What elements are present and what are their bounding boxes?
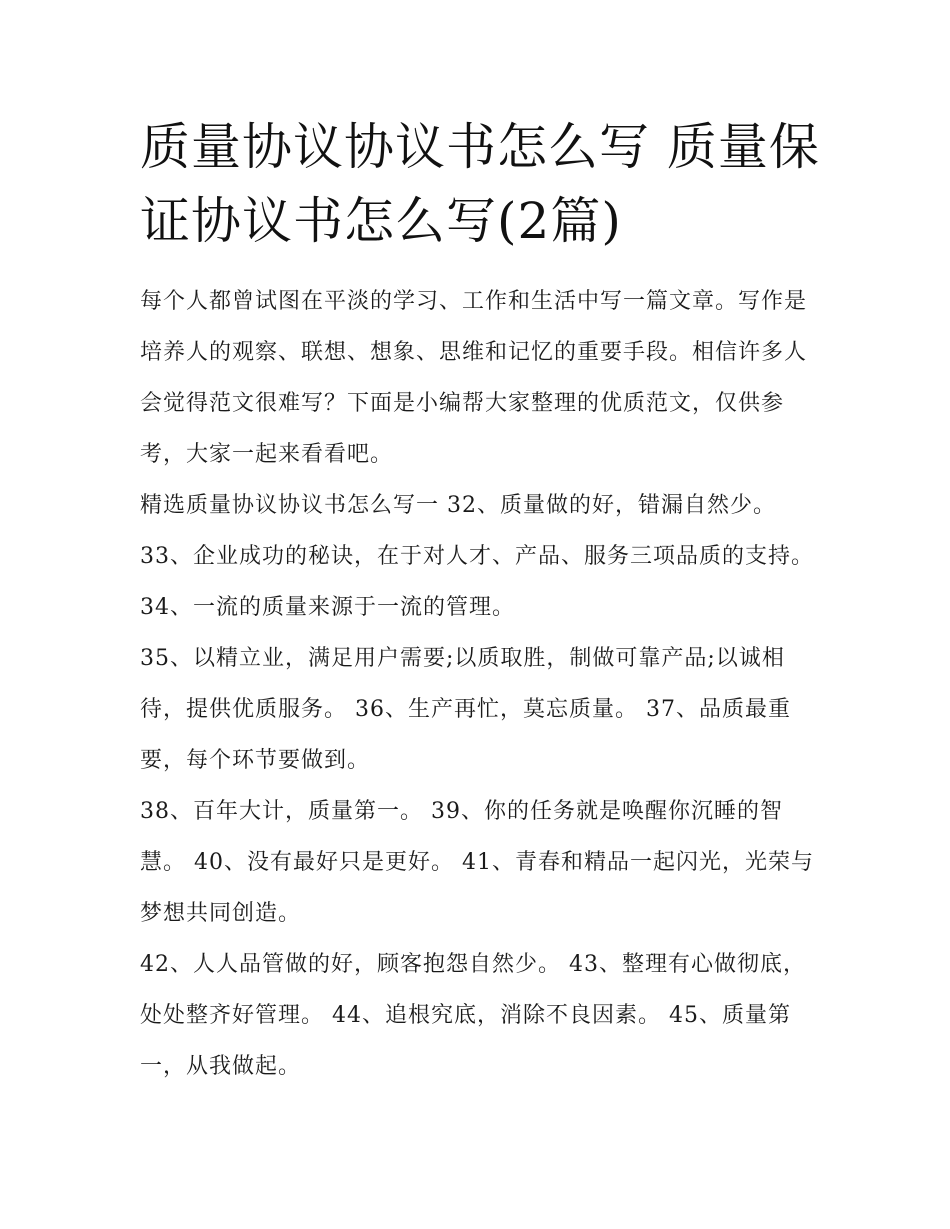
- intro-paragraph: 每个人都曾试图在平淡的学习、工作和生活中写一篇文章。写作是培养人的观察、联想、想象、思维和记忆的重要手段。相信许多人会觉得范文很难写？下面是小编帮大家整理的优质范文，仅供参考，大家一起来看看吧。: [140, 289, 808, 467]
- body-paragraph: 35、以精立业，满足用户需要;以质取胜，制做可靠产品;以诚相待，提供优质服务。 36、生产再忙，莫忘质量。 37、品质最重要，每个环节要做到。: [140, 646, 791, 773]
- body-paragraph: 38、百年大计，质量第一。 39、你的任务就是唤醒你沉睡的智慧。 40、没有最好只是更好。 41、青春和精品一起闪光，光荣与梦想共同创造。: [140, 799, 814, 926]
- body-paragraph: 42、人人品管做的好，顾客抱怨自然少。 43、整理有心做彻底，处处整齐好管理。 44、追根究底，消除不良因素。 45、质量第一，从我做起。: [140, 952, 806, 1079]
- document-title: 质量协议协议书怎么写 质量保证协议书怎么写(2篇): [140, 118, 820, 250]
- body-paragraph: 精选质量协议协议书怎么写一 32、质量做的好，错漏自然少。 33、企业成功的秘诀，在于对人才、产品、服务三项品质的支持。 34、一流的质量来源于一流的管理。: [140, 493, 814, 620]
